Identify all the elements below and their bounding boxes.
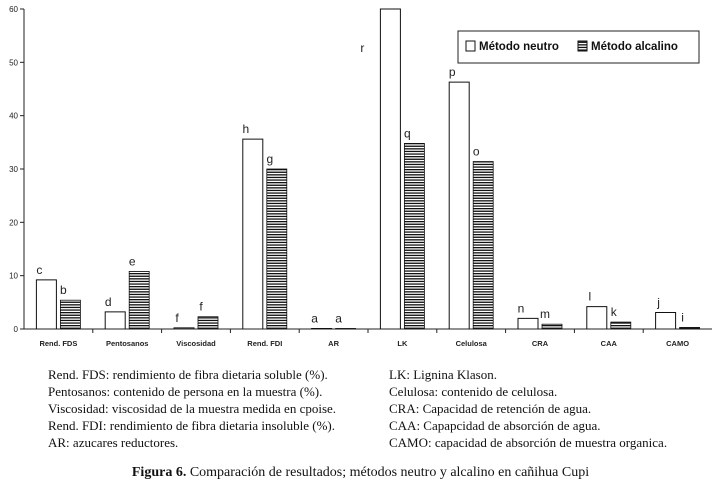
- note-rend-fds: Rend. FDS: rendimiento de fibra dietaria soluble (%).: [48, 367, 328, 382]
- legend-swatch-neutro: [466, 41, 475, 51]
- note-lk: LK: Lignina Klason.: [389, 367, 497, 382]
- data-label-alcalino: k: [610, 305, 617, 320]
- y-tick-label: 30: [9, 165, 18, 174]
- data-label-alcalino: e: [128, 254, 136, 269]
- bar-alcalino: [542, 324, 562, 329]
- bar-alcalino: [680, 327, 700, 329]
- bar-alcalino: [473, 162, 493, 329]
- chart-category-labels: [39, 339, 689, 348]
- data-label-alcalino: o: [472, 144, 480, 159]
- x-category-label: Rend. FDS: [39, 339, 78, 348]
- data-label-neutro: d: [104, 294, 112, 309]
- y-tick-label: 40: [9, 111, 18, 121]
- data-label-neutro: c: [36, 262, 43, 277]
- bar-neutro: [656, 312, 676, 329]
- note-celulosa: Celulosa: contenido de celulosa.: [389, 384, 558, 399]
- bar-neutro: [312, 328, 332, 329]
- data-label-neutro: f: [175, 310, 179, 325]
- bar-neutro: [105, 312, 125, 329]
- bar-alcalino: [611, 322, 631, 329]
- note-ar: AR: azucares reductores.: [48, 435, 179, 450]
- data-label-neutro: p: [448, 65, 456, 80]
- data-label-neutro: n: [517, 301, 525, 316]
- x-category-label: Pentosanos: [105, 339, 149, 348]
- data-label-neutro: j: [657, 295, 660, 310]
- bar-neutro: [36, 280, 56, 329]
- data-label-alcalino: a: [335, 311, 342, 326]
- data-label-neutro: l: [588, 289, 592, 304]
- notes-right: [389, 366, 667, 451]
- x-category-label: Celulosa: [455, 339, 487, 348]
- legend-label-neutro: Método neutro: [479, 41, 559, 53]
- bar-alcalino: [267, 169, 287, 329]
- figure-caption-text: Comparación de resultados; métodos neutro y alcalino en cañihua Cupi: [186, 465, 590, 480]
- data-label-neutro: h: [242, 122, 250, 137]
- bar-neutro: [243, 139, 263, 329]
- x-category-label: Viscosidad: [176, 339, 216, 348]
- bar-alcalino: [129, 271, 149, 329]
- note-caa: CAA: Capapcidad de absorción de agua.: [389, 418, 601, 433]
- note-pentosanos: Pentosanos: contenido de persona en la muestra (%).: [48, 384, 323, 399]
- bar-neutro: [380, 9, 400, 329]
- data-label-alcalino: q: [404, 126, 411, 141]
- figure-caption-label: Figura 6.: [131, 465, 187, 480]
- bar-neutro: [449, 82, 469, 329]
- note-cra: CRA: Capacidad de retención de agua.: [389, 401, 592, 416]
- chart-legend: [458, 31, 699, 63]
- y-tick-label: 10: [9, 271, 18, 281]
- data-label-alcalino: f: [199, 299, 203, 314]
- data-label-alcalino: g: [266, 152, 274, 166]
- y-tick-label: 20: [9, 218, 18, 228]
- y-tick-label: 0: [13, 325, 18, 334]
- data-label-neutro: r: [360, 41, 365, 55]
- x-category-label: AR: [328, 339, 340, 348]
- legend-swatch-alcalino: [578, 41, 587, 51]
- y-tick-label: 60: [9, 5, 18, 14]
- note-viscosidad: Viscosidad: viscosidad de la muestra medida en cpoise.: [48, 401, 337, 416]
- data-label-neutro: a: [311, 311, 318, 326]
- bar-alcalino: [404, 143, 424, 329]
- bar-alcalino: [60, 300, 80, 329]
- x-category-label: CAMO: [666, 339, 690, 348]
- bar-alcalino: [336, 328, 356, 329]
- data-label-alcalino: m: [540, 307, 550, 322]
- data-label-alcalino: b: [60, 283, 67, 298]
- note-rend-fdi: Rend. FDI: rendimiento de fibra dietaria insoluble (%).: [48, 418, 336, 433]
- x-category-label: Rend. FDI: [247, 339, 283, 348]
- bar-alcalino: [198, 317, 218, 329]
- legend-label-alcalino: Método alcalino: [591, 41, 678, 53]
- note-camo: CAMO: capacidad de absorción de muestra organica.: [389, 435, 668, 450]
- notes-left: [48, 366, 336, 451]
- y-tick-label: 50: [9, 58, 18, 68]
- x-category-label: CRA: [531, 339, 549, 348]
- x-category-label: LK: [397, 339, 408, 348]
- bar-neutro: [518, 318, 538, 329]
- figure-caption: [0, 465, 721, 481]
- bar-neutro: [587, 307, 607, 329]
- data-label-alcalino: i: [681, 310, 684, 325]
- x-category-label: CAA: [600, 339, 617, 348]
